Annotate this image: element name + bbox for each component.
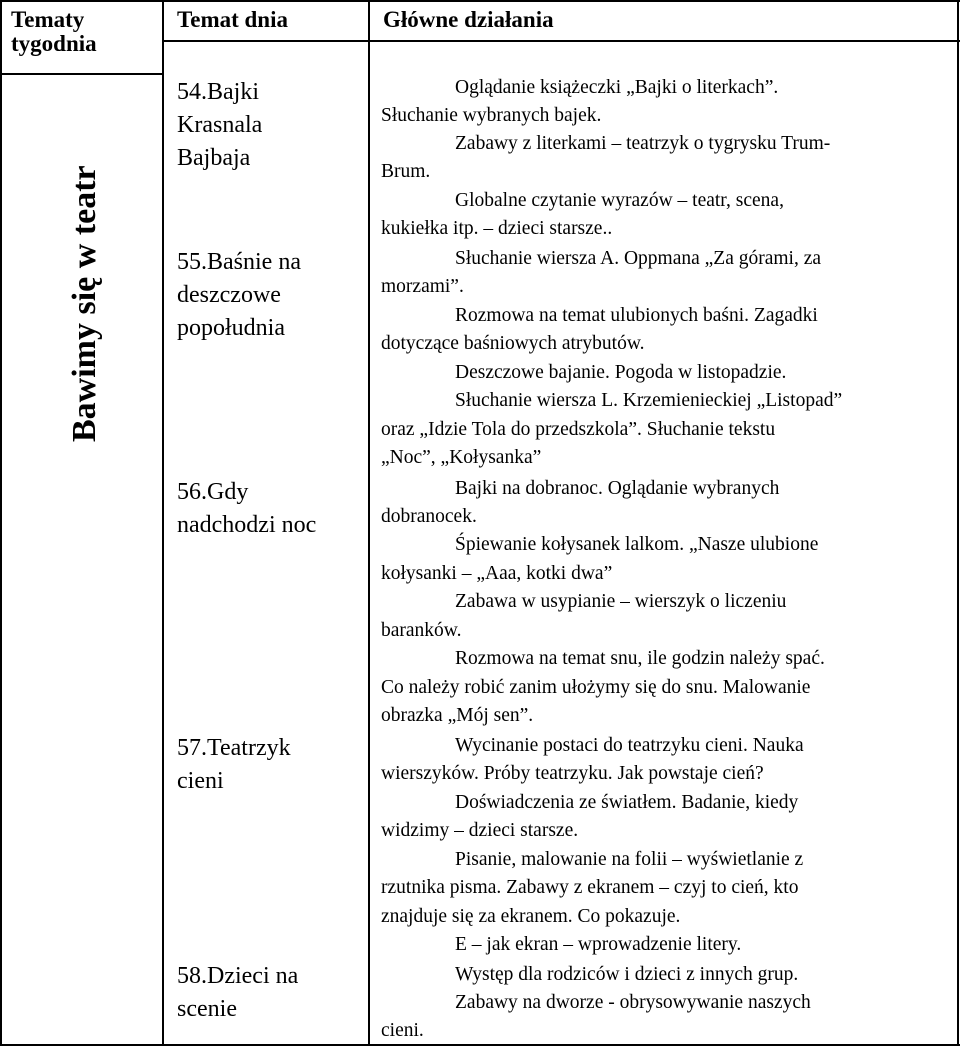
activity-line: dotyczące baśniowych atrybutów. <box>381 333 645 354</box>
day-topic-line: 57.Teatrzyk <box>177 735 291 761</box>
activity-line: kukiełka itp. – dzieci starsze.. <box>381 218 613 239</box>
activity-line: Pisanie, malowanie na folii – wyświetlanie z <box>455 849 804 870</box>
day-topic-line: deszczowe <box>177 282 281 308</box>
activity-line: Bajki na dobranoc. Oglądanie wybranych <box>455 478 780 499</box>
day-topic-line: 58.Dzieci na <box>177 963 299 989</box>
activity-line: Słuchanie wybranych bajek. <box>381 105 602 126</box>
activity-line: Zabawa w usypianie – wierszyk o liczeniu <box>455 591 787 612</box>
activity-line: Oglądanie książeczki „Bajki o literkach”. <box>455 77 779 98</box>
activity-line: Doświadczenia ze światłem. Badanie, kiedy <box>455 792 799 813</box>
activity-line: Śpiewanie kołysanek lalkom. „Nasze ulubione <box>455 534 819 555</box>
activity-line: obrazka „Mój sen”. <box>381 705 534 726</box>
activity-line: baranków. <box>381 620 462 641</box>
day-topic-line: 56.Gdy <box>177 479 249 505</box>
activity-line: Występ dla rodziców i dzieci z innych grup. <box>455 964 799 985</box>
day-topic-line: 55.Baśnie na <box>177 249 301 275</box>
activity-line: Wycinanie postaci do teatrzyku cieni. Nauka <box>455 735 804 756</box>
header-day-topic-text: Temat dnia <box>177 7 288 32</box>
activity-line: „Noc”, „Kołysanka” <box>381 447 542 468</box>
activity-line: Zabawy na dworze - obrysowywanie naszych <box>455 992 811 1013</box>
activity-line: rzutnika pisma. Zabawy z ekranem – czyj to cień, kto <box>381 877 799 898</box>
activity-line: Rozmowa na temat snu, ile godzin należy spać. <box>455 648 825 669</box>
activity-line: E – jak ekran – wprowadzenie litery. <box>455 934 742 955</box>
activity-line: Słuchanie wiersza A. Oppmana „Za górami, za <box>455 248 822 269</box>
week-topic-vertical: Bawimy się w teatr <box>66 165 103 442</box>
activity-line: Słuchanie wiersza L. Krzemienieckiej „Listopad” <box>455 390 843 411</box>
activity-line: Globalne czytanie wyrazów – teatr, scena, <box>455 190 784 211</box>
day-topic-line: cieni <box>177 768 224 794</box>
activity-line: wierszyków. Próby teatrzyku. Jak powstaje cień? <box>381 763 764 784</box>
day-topic-line: popołudnia <box>177 315 285 341</box>
header-main-activities-text: Główne działania <box>383 7 554 32</box>
activity-line: Brum. <box>381 161 431 182</box>
day-topic-line: Krasnala <box>177 112 263 138</box>
activity-line: Co należy robić zanim ułożymy się do snu. Malowanie <box>381 677 811 698</box>
activity-line: cieni. <box>381 1020 424 1041</box>
header-week-topic-text: Tematy tygodnia <box>11 7 97 56</box>
activity-line: widzimy – dzieci starsze. <box>381 820 579 841</box>
day-topic-line: Bajbaja <box>177 145 251 171</box>
activity-line: Deszczowe bajanie. Pogoda w listopadzie. <box>455 362 787 383</box>
activity-line: dobranocek. <box>381 506 477 527</box>
activity-line: znajduje się za ekranem. Co pokazuje. <box>381 906 681 927</box>
activity-line: Zabawy z literkami – teatrzyk o tygrysku Trum- <box>455 133 831 154</box>
activity-line: oraz „Idzie Tola do przedszkola”. Słuchanie tekstu <box>381 419 776 440</box>
activity-line: kołysanki – „Aaa, kotki dwa” <box>381 563 613 584</box>
activity-line: morzami”. <box>381 276 464 297</box>
activity-line: Rozmowa na temat ulubionych baśni. Zagadki <box>455 305 818 326</box>
day-topic-line: nadchodzi noc <box>177 512 317 538</box>
day-topic-line: 54.Bajki <box>177 79 259 105</box>
day-topic-line: scenie <box>177 996 237 1022</box>
